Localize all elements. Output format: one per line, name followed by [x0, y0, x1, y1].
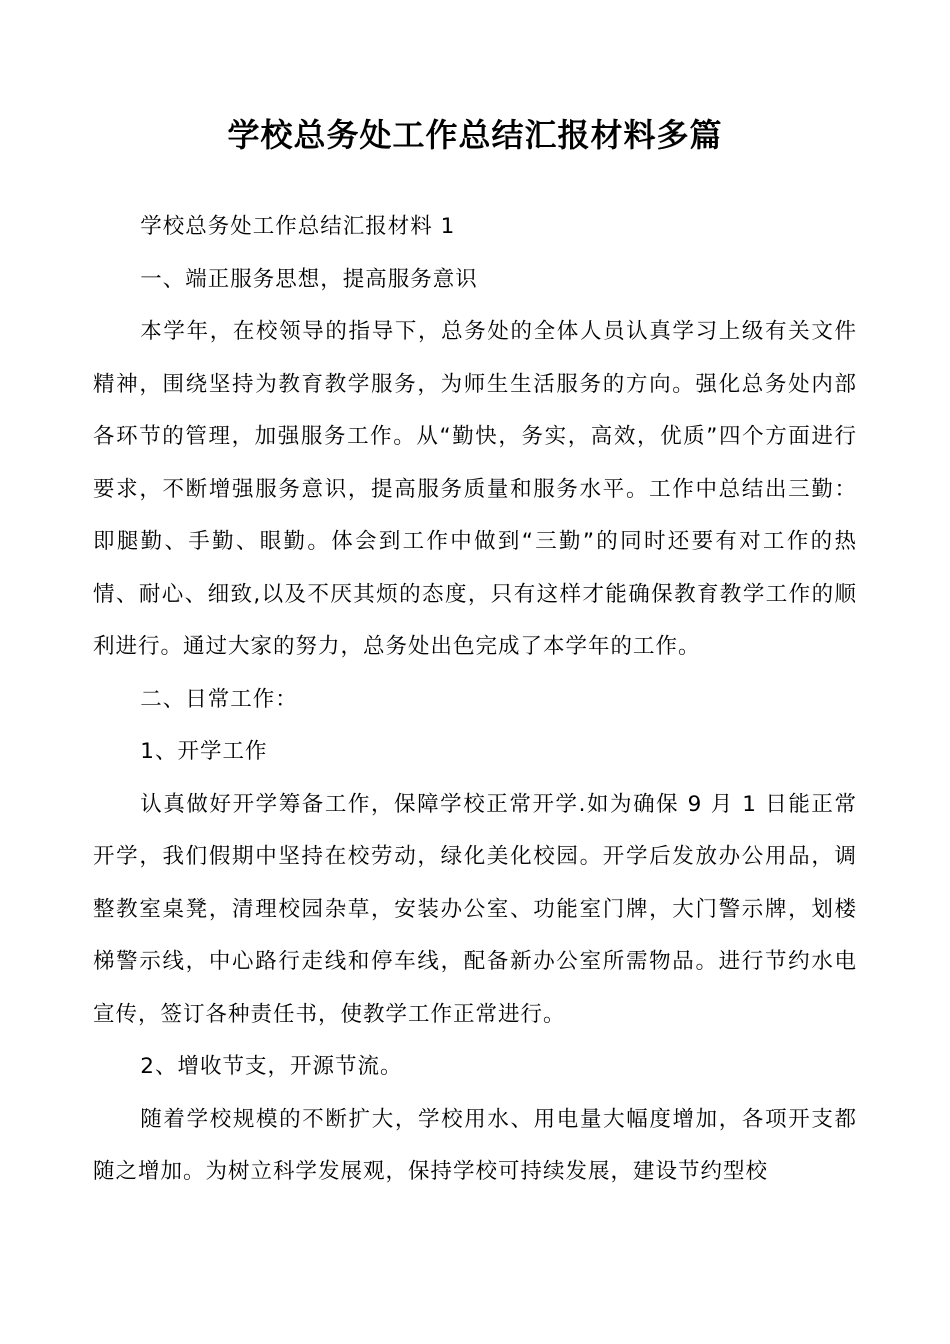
item-heading: 1、开学工作 — [140, 739, 268, 764]
document-title: 学校总务处工作总结汇报材料多篇 — [227, 116, 723, 155]
item-heading: 2、增收节支，开源节流。 — [140, 1054, 403, 1079]
body-paragraph: 本学年，在校领导的指导下，总务处的全体人员认真学习上级有关文件精神，围绕坚持为教育教学服务，为师生生活服务的方向。强化总务处内部各环节的管理，加强服务工作。从“勤快，务实，高效，优质”四个方面进行要求，不断增强服务意识，提高服务质量和服务水平。工作中总结出三勤：即腿勤、手勤、眼勤。体会到工作中做到“三勤”的同时还要有对工作的热情、耐心、细致,以及不厌其烦的态度，只有这样才能确保教育教学工作的顺利进行。通过大家的努力，总务处出色完成了本学年的工作。 — [93, 319, 857, 659]
section-heading: 学校总务处工作总结汇报材料 1 — [140, 214, 456, 239]
document-body — [93, 201, 857, 1199]
body-paragraph: 认真做好开学筹备工作，保障学校正常开学.如为确保 9 月 1 日能正常开学，我们假期中坚持在校劳动，绿化美化校园。开学后发放办公用品，调整教室桌凳，清理校园杂草，安装办公室、功能室门牌，大门警示牌，划楼梯警示线，中心路行走线和停车线，配备新办公室所需物品。进行节约水电宣传，签订各种责任书，使教学工作正常进行。 — [93, 791, 857, 1027]
subsection-heading: 一、端正服务思想，提高服务意识 — [140, 266, 478, 292]
body-paragraph: 随着学校规模的不断扩大，学校用水、用电量大幅度增加，各项开支都随之增加。为树立科学发展观，保持学校可持续发展，建设节约型校 — [93, 1106, 857, 1184]
subsection-heading: 二、日常工作： — [140, 686, 298, 712]
